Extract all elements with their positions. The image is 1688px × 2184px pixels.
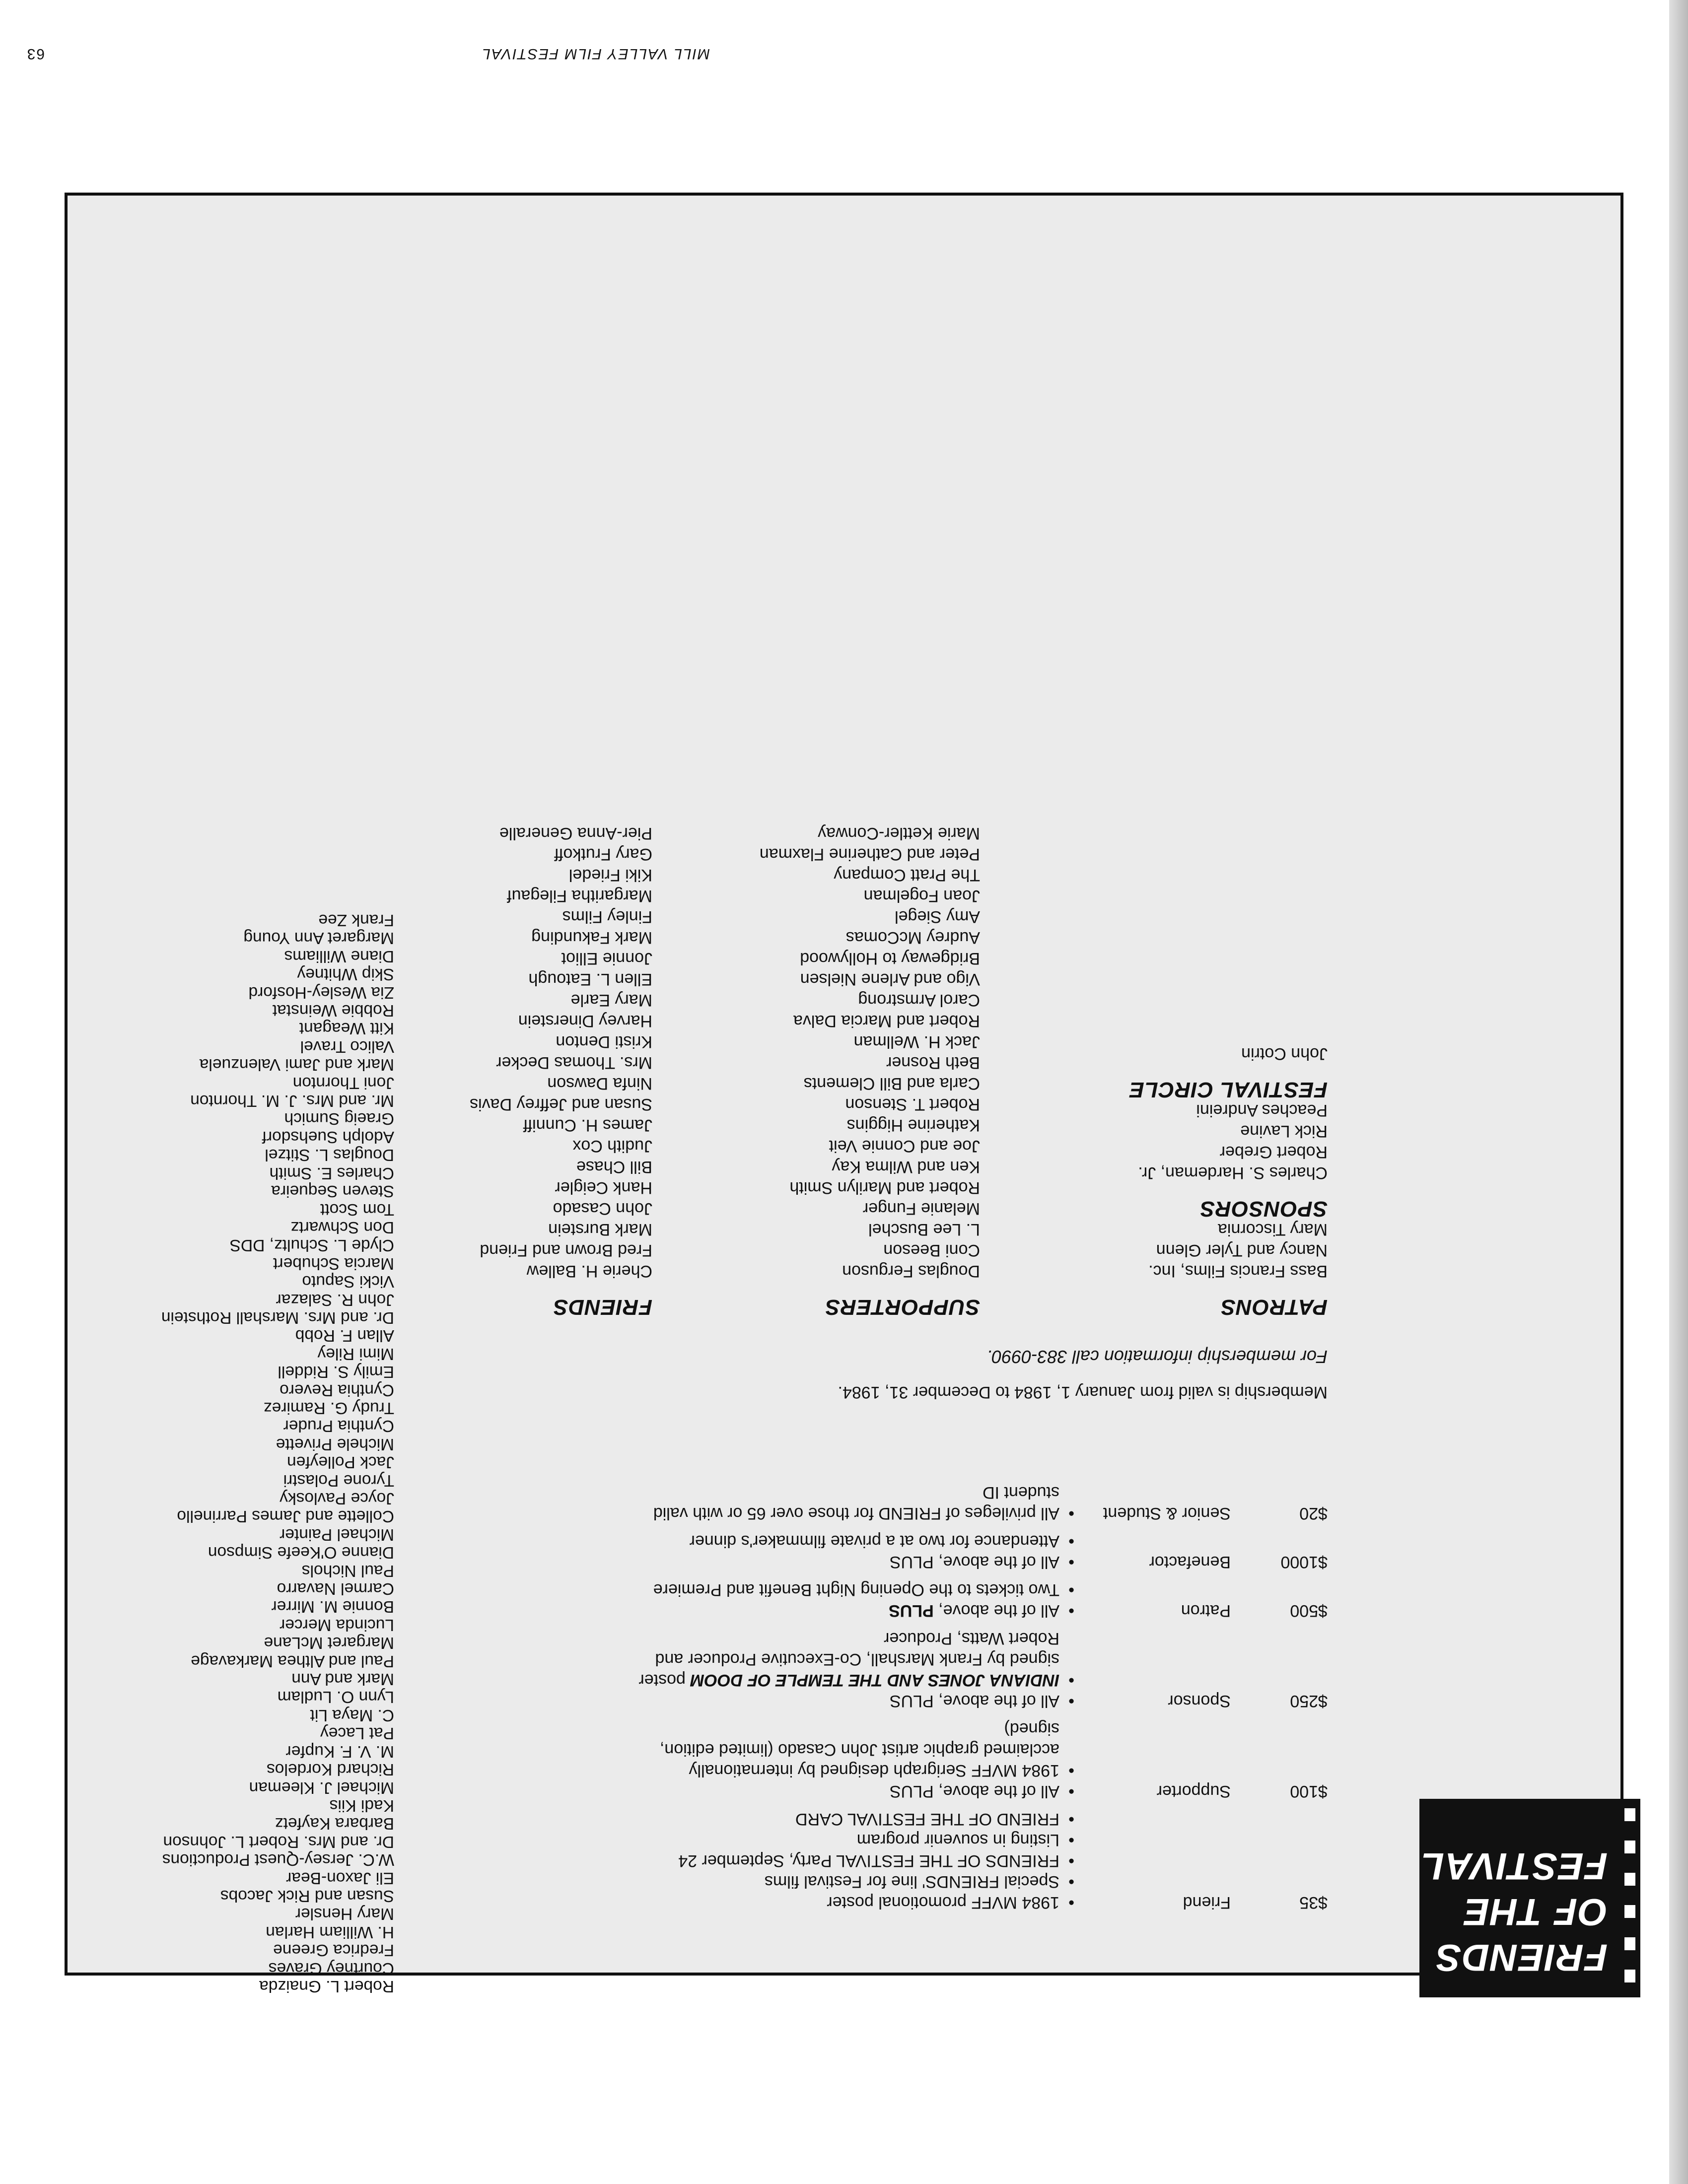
- tier-supporter: [623, 1718, 1328, 1802]
- membership-tiers: [623, 1475, 1328, 1913]
- filmstrip-graphic: [1419, 1799, 1640, 1997]
- page-number: 63: [26, 46, 45, 62]
- benefit: • All of the above, PLUS: [623, 1552, 1074, 1572]
- film-perforation: [1624, 1905, 1635, 1918]
- name-entry: Douglas L. Stitzel: [265, 1146, 394, 1164]
- tier-sponsor: [623, 1628, 1328, 1711]
- benefit: • 1984 MVFF promotional poster: [623, 1892, 1074, 1913]
- name-entry: Pat Lacey: [320, 1724, 394, 1743]
- name-entry: Ken and Wilma Kay: [832, 1158, 980, 1176]
- name-entry: Peaches Andreini: [1196, 1101, 1328, 1120]
- film-perforation: [1624, 1808, 1635, 1821]
- name-entry: Mark and Jami Valenzuela: [199, 1055, 394, 1074]
- tier-price: $35: [1299, 1893, 1328, 1912]
- name-entry: Robert and Marcia Dalva: [793, 1012, 980, 1030]
- name-entry: John R. Salazar: [276, 1290, 394, 1309]
- benefit: • Special FRIENDS' line for Festival films: [623, 1871, 1074, 1892]
- name-entry: Robert and Marilyn Smith: [789, 1178, 980, 1197]
- name-entry: Carla and Bill Clements: [803, 1074, 980, 1093]
- name-entry: Joe and Connie Veit: [829, 1137, 980, 1156]
- name-entry: Douglas Ferguson: [842, 1262, 980, 1281]
- name-entry: Rick Lavine: [1240, 1122, 1328, 1141]
- benefit: [623, 1600, 1074, 1621]
- name-entry: Bass Francis Films, Inc.: [1148, 1262, 1328, 1281]
- name-entry: Mary Tiscornia: [1217, 1220, 1328, 1239]
- tier-level: Sponsor: [1168, 1692, 1231, 1710]
- name-entry: Hank Ceigler: [555, 1178, 652, 1197]
- benefit-text: All of the above,: [933, 1601, 1059, 1620]
- name-entry: Lucinda Mercer: [280, 1615, 394, 1634]
- name-entry: Mr. and Mrs. J. M. Thornton: [190, 1092, 394, 1110]
- headline: [1420, 1843, 1608, 1980]
- tier-patron: [623, 1579, 1328, 1621]
- name-entry: Mimi Riley: [317, 1344, 394, 1363]
- name-entry: Jonnie Elliot: [561, 949, 652, 968]
- name-entry: M. V. F. Kupfer: [285, 1742, 394, 1761]
- column-supporters: [672, 823, 980, 1317]
- name-entry: Susan and Rick Jacobs: [220, 1886, 394, 1905]
- film-perforation: [1624, 1841, 1635, 1853]
- name-entry: Tom Scott: [320, 1200, 394, 1219]
- name-entry: Joyce Pavlosky: [280, 1489, 394, 1508]
- name-entry: Audrey McComas: [845, 928, 980, 947]
- tier-friend: [623, 1809, 1328, 1913]
- name-entry: Dr. and Mrs. Marshall Rothstein: [161, 1308, 394, 1327]
- column-patrons: [1020, 1043, 1328, 1317]
- name-entry: Collette and James Parrinello: [177, 1507, 394, 1526]
- name-entry: Fred Brown and Friend: [480, 1241, 652, 1260]
- supporters-list: [672, 823, 980, 1282]
- benefit: • Listing in souvenir program: [623, 1830, 1074, 1850]
- name-entry: Bridgeway to Hollywood: [800, 949, 980, 968]
- name-entry: Zia Wesley-Hosford: [248, 983, 394, 1002]
- name-entry: Susan and Jeffrey Davis: [470, 1095, 652, 1114]
- phone-note: For membership information call 383-0990.: [986, 1347, 1328, 1367]
- film-title: INDIANA JONES AND THE TEMPLE OF DOOM: [690, 1671, 1059, 1690]
- name-entry: Margaret Ann Young: [243, 929, 394, 948]
- name-entry: Vicki Saputo: [302, 1272, 394, 1291]
- benefit: • 1984 MVFF Serigraph designed by internationally acclaimed graphic artist John Casado (limited edition, signed): [623, 1718, 1074, 1781]
- headline-line: OF THE: [1463, 1891, 1608, 1933]
- name-entry: Gary Frutkoff: [554, 845, 652, 864]
- name-entry: C. Maya Lit: [310, 1706, 394, 1724]
- name-entry: Trudy G. Ramirez: [263, 1399, 394, 1417]
- sponsors-list: [1020, 1100, 1328, 1183]
- name-entry: Robert T. Stenson: [845, 1095, 980, 1114]
- name-entry: Richard Kordelos: [267, 1760, 394, 1779]
- tier-price: $1000: [1280, 1553, 1328, 1571]
- name-entry: Katherine Higgins: [846, 1116, 980, 1135]
- film-perforation: [1624, 1937, 1635, 1950]
- name-entry: Nancy and Tyler Glenn: [1156, 1241, 1328, 1260]
- tier-benefactor: [623, 1531, 1328, 1572]
- friends-more-list: [161, 911, 394, 1995]
- benefit: • All of the above, PLUS: [623, 1781, 1074, 1802]
- name-entry: Robert Greber: [1219, 1143, 1328, 1161]
- benefit-plus: PLUS: [889, 1601, 934, 1620]
- section-heading: SUPPORTERS: [825, 1295, 980, 1319]
- name-entry: Judith Cox: [572, 1137, 652, 1156]
- patrons-list: [1020, 1219, 1328, 1282]
- name-entry: Michael Painter: [280, 1525, 394, 1544]
- tier-price: $500: [1290, 1601, 1328, 1620]
- name-entry: Kitt Weagant: [299, 1019, 394, 1038]
- benefit: [623, 1628, 1074, 1691]
- name-entry: Jack Polleyfen: [287, 1453, 394, 1472]
- tier-level: Senior & Student: [1103, 1504, 1231, 1523]
- headline-line: FESTIVAL: [1420, 1845, 1608, 1887]
- name-entry: Valico Travel: [300, 1037, 394, 1056]
- name-entry: Paul and Althea Markavage: [191, 1651, 394, 1670]
- name-entry: H. William Harlan: [266, 1922, 394, 1941]
- name-entry: Margaret McLane: [264, 1634, 394, 1652]
- benefit-text: poster signed by Frank Marshall, Co-Executive Producer and Robert Watts, Producer: [638, 1629, 1059, 1690]
- benefit: • All of the above, PLUS: [623, 1691, 1074, 1711]
- tier-level: Benefactor: [1149, 1553, 1231, 1571]
- film-perforation: [1624, 1970, 1635, 1982]
- name-entry: Tyrone Polastri: [283, 1471, 394, 1490]
- name-entry: Joan Fogelman: [863, 887, 980, 905]
- name-entry: Pier-Anna Generalle: [499, 824, 652, 843]
- name-entry: John Cotrin: [1241, 1044, 1328, 1063]
- name-entry: Ellen L. Eatough: [528, 970, 652, 989]
- name-entry: Mary Earle: [570, 991, 652, 1010]
- name-entry: Allan F. Robb: [295, 1326, 394, 1345]
- festival-circle-list: [1020, 1043, 1328, 1064]
- name-entry: Frank Zee: [318, 911, 394, 930]
- tier-price: $100: [1290, 1782, 1328, 1801]
- name-entry: Paul Nichols: [301, 1561, 394, 1580]
- name-entry: Mark Burstein: [548, 1220, 652, 1239]
- name-entry: Marie Kettler-Conway: [818, 824, 980, 843]
- film-perforation: [1624, 1873, 1635, 1886]
- name-entry: Jack H. Wellman: [853, 1032, 980, 1051]
- name-entry: Robert L. Gnaizda: [259, 1977, 394, 1995]
- name-entry: Cynthia Pruder: [283, 1417, 394, 1435]
- name-entry: Kiki Friedel: [568, 866, 652, 885]
- name-entry: Diane Williams: [284, 947, 394, 965]
- name-entry: Bonnie M. Mirrer: [271, 1597, 394, 1616]
- benefit: • FRIEND OF THE FESTIVAL CARD: [623, 1809, 1074, 1830]
- section-heading: SPONSORS: [1199, 1197, 1328, 1221]
- name-entry: Carmel Navarro: [277, 1579, 394, 1598]
- name-entry: Kadi Kiis: [329, 1796, 394, 1815]
- section-heading: FESTIVAL CIRCLE: [1129, 1078, 1328, 1102]
- name-entry: Adolph Suehsdorf: [262, 1127, 394, 1146]
- name-entry: Cherie H. Ballew: [526, 1262, 652, 1281]
- name-entry: Steven Sequeira: [271, 1182, 394, 1201]
- name-entry: Finley Films: [562, 907, 652, 926]
- name-entry: Mary Hensler: [295, 1905, 394, 1923]
- name-entry: Skip Whitney: [297, 965, 394, 984]
- tier-level: Supporter: [1156, 1782, 1231, 1801]
- tier-price: $20: [1299, 1504, 1328, 1523]
- name-entry: Melanie Funger: [862, 1199, 980, 1218]
- name-entry: Eli Jaxon-Bear: [286, 1868, 394, 1887]
- tier-senior-student: [623, 1482, 1328, 1524]
- name-entry: Don Schwartz: [290, 1218, 394, 1236]
- name-entry: Emily S. Riddell: [278, 1363, 394, 1381]
- name-entry: Peter and Catherine Flaxman: [759, 845, 980, 864]
- name-entry: Beth Rosner: [886, 1053, 980, 1072]
- name-entry: Kristi Denton: [556, 1032, 652, 1051]
- validity-note: Membership is valid from January 1, 1984 to December 31, 1984.: [838, 1383, 1328, 1402]
- name-entry: Clyde L. Schultz, DDS: [229, 1236, 394, 1255]
- name-entry: Courtney Graves: [268, 1959, 394, 1978]
- name-entry: Bill Chase: [576, 1158, 652, 1176]
- name-entry: Dr. and Mrs. Robert L. Johnson: [163, 1832, 394, 1851]
- name-entry: Mark and Ann: [291, 1670, 394, 1689]
- name-entry: Marcia Schubert: [273, 1254, 394, 1273]
- name-entry: Ninfa Dawson: [547, 1074, 652, 1093]
- name-entry: Vigo and Arlene Nielsen: [800, 970, 980, 989]
- benefit: • Attendance for two at a private filmmaker's dinner: [623, 1531, 1074, 1552]
- name-entry: The Pratt Company: [834, 866, 980, 885]
- name-entry: W.C. Jersey-Quest Productions: [162, 1850, 394, 1869]
- name-entry: Margaritha Filegauf: [507, 887, 652, 905]
- name-entry: Coni Beeson: [883, 1241, 980, 1260]
- name-entry: Harvey Dinerstein: [518, 1012, 652, 1030]
- tier-price: $250: [1290, 1692, 1328, 1710]
- name-entry: Barbara Kayfetz: [275, 1814, 394, 1833]
- name-entry: Dianne O'Keefe Simpson: [208, 1543, 394, 1562]
- section-heading: PATRONS: [1220, 1295, 1328, 1319]
- benefit: • All privileges of FRIEND for those over 65 or with valid student ID: [623, 1482, 1074, 1524]
- name-entry: Mrs. Thomas Decker: [496, 1053, 652, 1072]
- name-entry: James H. Cunniff: [523, 1116, 652, 1135]
- section-heading: FRIENDS: [553, 1295, 652, 1319]
- name-entry: Charles S. Hardeman, Jr.: [1138, 1163, 1328, 1182]
- name-entry: Graeig Sumich: [284, 1109, 394, 1128]
- name-entry: Mark Fakunding: [531, 928, 652, 947]
- tier-level: Patron: [1181, 1601, 1231, 1620]
- name-entry: L. Lee Buschel: [868, 1220, 980, 1239]
- name-entry: Charles E. Smith: [269, 1163, 394, 1182]
- name-entry: Amy Siegel: [895, 907, 980, 926]
- name-entry: Cynthia Revero: [280, 1380, 394, 1399]
- friends-panel: [65, 193, 1623, 1995]
- name-entry: Joni Thornton: [292, 1073, 394, 1092]
- name-entry: Fredrica Greene: [273, 1941, 394, 1960]
- name-entry: Michael J. Kleeman: [249, 1778, 394, 1797]
- headline-line: FRIENDS: [1435, 1936, 1608, 1979]
- name-entry: John Casado: [553, 1199, 652, 1218]
- name-entry: Robbie Weinstat: [272, 1001, 394, 1020]
- benefit: • FRIENDS OF THE FESTIVAL Party, September 24: [623, 1850, 1074, 1871]
- running-title: MILL VALLEY FILM FESTIVAL: [481, 46, 710, 62]
- name-entry: Michele Privette: [276, 1434, 394, 1453]
- benefit: • Two tickets to the Opening Night Benefit and Premiere: [623, 1579, 1074, 1600]
- name-entry: Carol Armstrong: [858, 991, 980, 1010]
- tier-level: Friend: [1183, 1893, 1231, 1912]
- name-entry: Lynn O. Ludlam: [277, 1688, 394, 1706]
